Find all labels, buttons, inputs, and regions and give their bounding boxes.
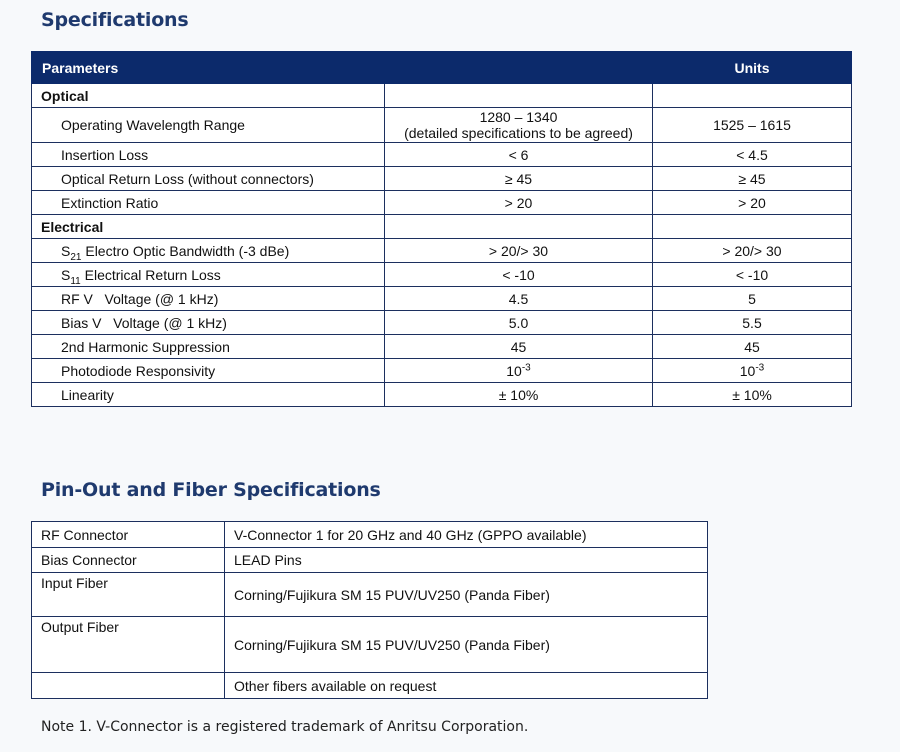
param-value: > 20/> 30 xyxy=(385,239,653,263)
param-value: 4.5 xyxy=(385,287,653,311)
param-units: > 20/> 30 xyxy=(653,239,852,263)
table-row xyxy=(32,167,852,191)
param-units: ≥ 45 xyxy=(653,167,852,191)
param-name: Insertion Loss xyxy=(32,143,385,167)
param-name: Photodiode Responsivity xyxy=(32,359,385,383)
param-units: < 4.5 xyxy=(653,143,852,167)
param-units: > 20 xyxy=(653,191,852,215)
pin-value: Other fibers available on request xyxy=(225,673,708,699)
param-units: ± 10% xyxy=(653,383,852,407)
table-row xyxy=(32,191,852,215)
table-row xyxy=(32,573,708,617)
param-value: 45 xyxy=(385,335,653,359)
table-row xyxy=(32,383,852,407)
table-row xyxy=(32,287,852,311)
header-value xyxy=(385,52,653,84)
pin-label: Input Fiber xyxy=(32,573,225,617)
pinout-table xyxy=(31,521,708,699)
section-label: Optical xyxy=(32,84,385,108)
table-row xyxy=(32,311,852,335)
param-value: < 6 xyxy=(385,143,653,167)
param-units: 1525 – 1615 xyxy=(653,108,852,143)
pin-label: Output Fiber xyxy=(32,617,225,673)
param-name: Linearity xyxy=(32,383,385,407)
table-row xyxy=(32,108,852,143)
pin-value: Corning/Fujikura SM 15 PUV/UV250 (Panda Fiber) xyxy=(225,617,708,673)
param-units: 5 xyxy=(653,287,852,311)
header-parameters: Parameters xyxy=(32,52,385,84)
param-units: < -10 xyxy=(653,263,852,287)
param-value: < -10 xyxy=(385,263,653,287)
param-name: Operating Wavelength Range xyxy=(32,108,385,143)
param-name: RF V Voltage (@ 1 kHz) xyxy=(32,287,385,311)
pin-label: Bias Connector xyxy=(32,548,225,573)
param-name: Bias V Voltage (@ 1 kHz) xyxy=(32,311,385,335)
param-units: $10^{-3}$ xyxy=(653,359,852,383)
param-value: ≥ 45 xyxy=(385,167,653,191)
pin-value: Corning/Fujikura SM 15 PUV/UV250 (Panda Fiber) xyxy=(225,573,708,617)
value-note: (detailed specifications to be agreed) xyxy=(404,125,633,141)
pin-label: RF Connector xyxy=(32,522,225,548)
pinout-title: Pin-Out and Fiber Specifications xyxy=(41,479,381,501)
param-name: Optical Return Loss (without connectors) xyxy=(32,167,385,191)
param-value: > 20 xyxy=(385,191,653,215)
table-row xyxy=(32,617,708,673)
header-units: Units xyxy=(653,52,852,84)
table-row xyxy=(32,548,708,573)
pin-label xyxy=(32,673,225,699)
table-row xyxy=(32,263,852,287)
table-row xyxy=(32,143,852,167)
param-name: $S_{11}$ Electrical Return Loss xyxy=(32,263,385,287)
param-units: 45 xyxy=(653,335,852,359)
section-label: Electrical xyxy=(32,215,385,239)
param-value: $10^{-3}$ xyxy=(385,359,653,383)
param-units: 5.5 xyxy=(653,311,852,335)
section-row-electrical xyxy=(32,215,852,239)
table-row xyxy=(32,673,708,699)
param-value: 5.0 xyxy=(385,311,653,335)
table-row xyxy=(32,522,708,548)
table-row xyxy=(32,335,852,359)
table-row xyxy=(32,359,852,383)
footnote: Note 1. V-Connector is a registered trademark of Anritsu Corporation. xyxy=(41,719,529,735)
section-row-optical xyxy=(32,84,852,108)
param-value: ± 10% xyxy=(385,383,653,407)
param-name: 2nd Harmonic Suppression xyxy=(32,335,385,359)
pin-value: V-Connector 1 for 20 GHz and 40 GHz (GPPO available) xyxy=(225,522,708,548)
value-main: 1280 – 1340 xyxy=(479,109,558,125)
param-name: Extinction Ratio xyxy=(32,191,385,215)
param-value xyxy=(385,108,653,143)
specifications-table xyxy=(31,51,852,407)
table-header-row xyxy=(32,52,852,84)
param-name: $S_{21}$ Electro Optic Bandwidth (-3 dBe) xyxy=(32,239,385,263)
specifications-title: Specifications xyxy=(41,9,189,31)
table-row xyxy=(32,239,852,263)
pin-value: LEAD Pins xyxy=(225,548,708,573)
